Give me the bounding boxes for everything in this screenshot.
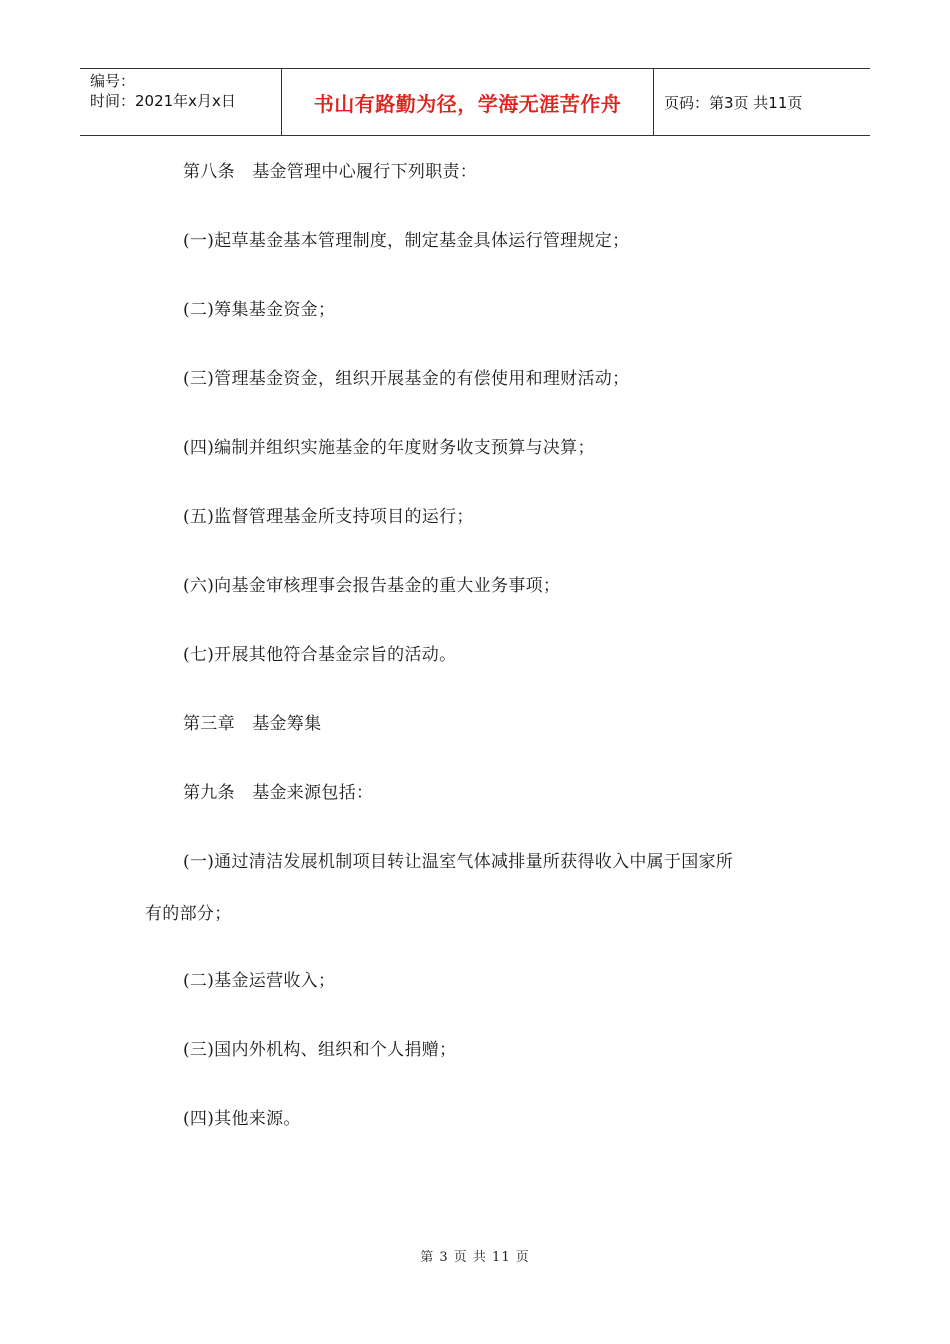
- header-meta: [80, 69, 282, 135]
- document-number-label: 编号：: [90, 72, 136, 90]
- article-8-item-6: (六)向基金审核理事会报告基金的重大业务事项；: [183, 576, 561, 596]
- article-8-item-3: (三)管理基金资金，组织开展基金的有偿使用和理财活动；: [183, 369, 630, 389]
- article-8-item-4: (四)编制并组织实施基金的年度财务收支预算与决算；: [183, 438, 595, 458]
- article-8-item-5: (五)监督管理基金所支持项目的运行；: [183, 507, 474, 527]
- header-motto: 书山有路勤为径，学海无涯苦作舟: [282, 69, 654, 135]
- header-page-info: 页码：第3页 共11页: [664, 93, 803, 112]
- article-9-item-1-line-2: 有的部分；: [145, 904, 232, 924]
- document-time-label: 时间：2021年x月x日: [90, 92, 236, 110]
- article-8-title: 第八条 基金管理中心履行下列职责：: [183, 162, 478, 182]
- article-9-item-4: (四)其他来源。: [183, 1109, 301, 1129]
- article-9-item-1-line-1: (一)通过清洁发展机制项目转让温室气体减排量所获得收入中属于国家所: [183, 852, 734, 872]
- article-8-item-2: (二)筹集基金资金；: [183, 300, 336, 320]
- page-footer: 第 3 页 共 11 页: [420, 1250, 530, 1265]
- article-9-item-3: (三)国内外机构、组织和个人捐赠；: [183, 1040, 457, 1060]
- article-9-item-2: (二)基金运营收入；: [183, 971, 336, 991]
- article-8-item-7: (七)开展其他符合基金宗旨的活动。: [183, 645, 457, 665]
- article-9-title: 第九条 基金来源包括：: [183, 783, 374, 803]
- article-8-item-1: (一)起草基金基本管理制度，制定基金具体运行管理规定；: [183, 231, 630, 251]
- page-header: [80, 68, 870, 136]
- chapter-3-title: 第三章 基金筹集: [183, 714, 322, 734]
